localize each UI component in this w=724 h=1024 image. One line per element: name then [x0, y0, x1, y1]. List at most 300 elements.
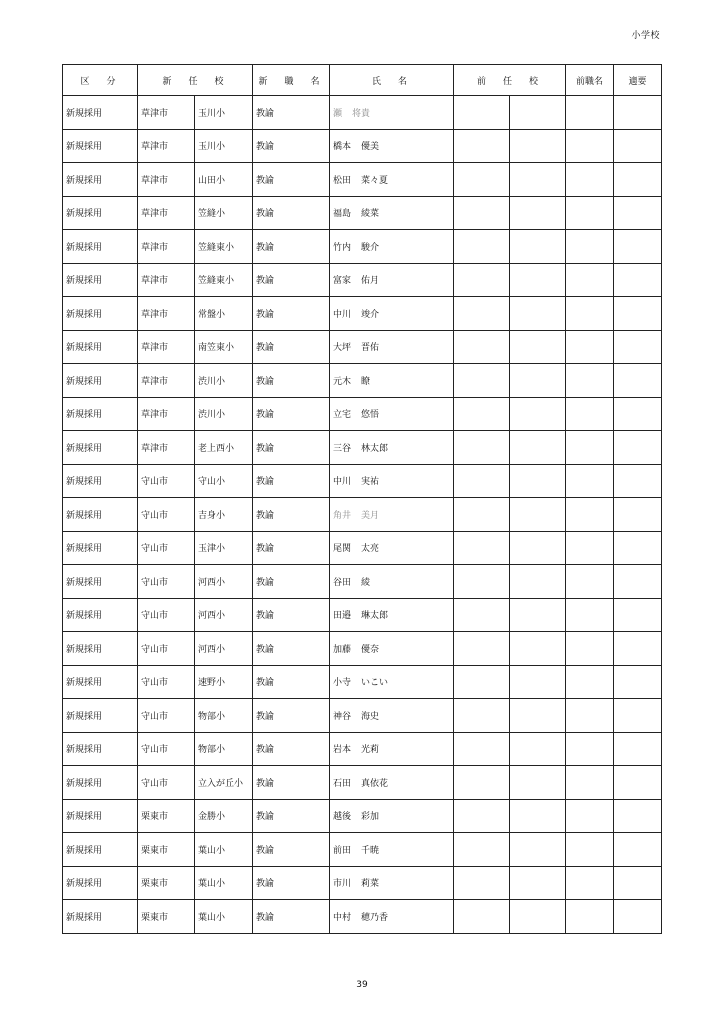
- remarks-cell: [614, 464, 662, 498]
- page-number: 39: [356, 980, 368, 990]
- surname: 中村: [333, 912, 352, 923]
- surname: 富家: [333, 276, 352, 287]
- table-row: [63, 732, 662, 766]
- name-cell: [330, 632, 454, 666]
- new-city-cell: 守山市: [138, 732, 195, 766]
- new-title-cell: 教諭: [253, 129, 330, 163]
- new-title-cell: 教諭: [253, 565, 330, 599]
- new-school-cell: 立入が丘小: [195, 766, 253, 800]
- table-row: [63, 598, 662, 632]
- prev-title-cell: [566, 263, 614, 297]
- category-cell: 新規採用: [63, 364, 138, 398]
- new-school-cell: 物部小: [195, 732, 253, 766]
- prev-city-cell: [454, 163, 510, 197]
- new-title-cell: 教諭: [253, 699, 330, 733]
- new-title-cell: 教諭: [253, 732, 330, 766]
- prev-school-cell: [510, 297, 566, 331]
- new-school-cell: 笠縫小: [195, 196, 253, 230]
- new-city-cell: 守山市: [138, 531, 195, 565]
- new-school-cell: 笠縫東小: [195, 263, 253, 297]
- name-cell: [330, 498, 454, 532]
- new-school-cell: 金勝小: [195, 799, 253, 833]
- category-cell: 新規採用: [63, 397, 138, 431]
- prev-title-cell: [566, 598, 614, 632]
- surname: 加藤: [333, 644, 352, 655]
- prev-city-cell: [454, 364, 510, 398]
- prev-city-cell: [454, 866, 510, 900]
- remarks-cell: [614, 799, 662, 833]
- new-title-cell: 教諭: [253, 598, 330, 632]
- prev-school-cell: [510, 900, 566, 934]
- category-cell: 新規採用: [63, 129, 138, 163]
- remarks-cell: [614, 900, 662, 934]
- remarks-cell: [614, 665, 662, 699]
- new-school-cell: 渋川小: [195, 364, 253, 398]
- prev-city-cell: [454, 732, 510, 766]
- new-city-cell: 草津市: [138, 163, 195, 197]
- remarks-cell: [614, 833, 662, 867]
- new-title-cell: 教諭: [253, 431, 330, 465]
- name-cell: [330, 297, 454, 331]
- prev-school-cell: [510, 665, 566, 699]
- prev-title-cell: [566, 833, 614, 867]
- name-cell: [330, 665, 454, 699]
- name-cell: [330, 699, 454, 733]
- new-title-cell: 教諭: [253, 297, 330, 331]
- prev-city-cell: [454, 431, 510, 465]
- name-cell: [330, 833, 454, 867]
- prev-school-cell: [510, 598, 566, 632]
- new-city-cell: 栗東市: [138, 866, 195, 900]
- remarks-cell: [614, 263, 662, 297]
- new-title-cell: 教諭: [253, 163, 330, 197]
- prev-title-cell: [566, 96, 614, 130]
- header-category: 区 分: [63, 65, 138, 96]
- prev-title-cell: [566, 397, 614, 431]
- given-name: 優奈: [361, 644, 380, 655]
- given-name: 菜々夏: [361, 175, 389, 186]
- remarks-cell: [614, 129, 662, 163]
- given-name: 海史: [361, 711, 380, 722]
- prev-city-cell: [454, 900, 510, 934]
- new-title-cell: 教諭: [253, 330, 330, 364]
- category-cell: 新規採用: [63, 565, 138, 599]
- new-city-cell: 守山市: [138, 766, 195, 800]
- surname: 元木: [333, 376, 352, 387]
- new-title-cell: 教諭: [253, 397, 330, 431]
- category-cell: 新規採用: [63, 799, 138, 833]
- new-title-cell: 教諭: [253, 263, 330, 297]
- prev-city-cell: [454, 397, 510, 431]
- table-row: [63, 464, 662, 498]
- surname: 角井: [333, 510, 352, 521]
- name-cell: [330, 866, 454, 900]
- remarks-cell: [614, 531, 662, 565]
- new-city-cell: 守山市: [138, 598, 195, 632]
- new-title-cell: 教諭: [253, 833, 330, 867]
- table-row: [63, 196, 662, 230]
- table-row: [63, 565, 662, 599]
- new-school-cell: 玉津小: [195, 531, 253, 565]
- prev-school-cell: [510, 163, 566, 197]
- table-row: [63, 498, 662, 532]
- prev-school-cell: [510, 464, 566, 498]
- new-title-cell: 教諭: [253, 364, 330, 398]
- new-city-cell: 草津市: [138, 129, 195, 163]
- name-cell: [330, 766, 454, 800]
- new-title-cell: 教諭: [253, 900, 330, 934]
- given-name: 光莉: [361, 745, 380, 756]
- prev-school-cell: [510, 263, 566, 297]
- surname: 松田: [333, 175, 352, 186]
- new-city-cell: 草津市: [138, 397, 195, 431]
- surname: 三谷: [333, 443, 352, 454]
- name-cell: [330, 565, 454, 599]
- new-title-cell: 教諭: [253, 96, 330, 130]
- prev-city-cell: [454, 766, 510, 800]
- category-cell: 新規採用: [63, 732, 138, 766]
- new-city-cell: 守山市: [138, 464, 195, 498]
- table-row: [63, 799, 662, 833]
- name-cell: [330, 397, 454, 431]
- category-cell: 新規採用: [63, 900, 138, 934]
- given-name: 瞭: [361, 376, 371, 387]
- new-school-cell: 玉川小: [195, 129, 253, 163]
- category-cell: 新規採用: [63, 531, 138, 565]
- prev-city-cell: [454, 230, 510, 264]
- prev-school-cell: [510, 632, 566, 666]
- prev-school-cell: [510, 129, 566, 163]
- remarks-cell: [614, 431, 662, 465]
- table-row: [63, 531, 662, 565]
- new-school-cell: 笠縫東小: [195, 230, 253, 264]
- prev-school-cell: [510, 96, 566, 130]
- remarks-cell: [614, 699, 662, 733]
- name-cell: [330, 464, 454, 498]
- remarks-cell: [614, 498, 662, 532]
- table-row: [63, 431, 662, 465]
- category-cell: 新規採用: [63, 263, 138, 297]
- prev-school-cell: [510, 397, 566, 431]
- remarks-cell: [614, 230, 662, 264]
- given-name: 佑月: [361, 276, 380, 287]
- name-cell: [330, 598, 454, 632]
- remarks-cell: [614, 96, 662, 130]
- prev-city-cell: [454, 96, 510, 130]
- new-school-cell: 常盤小: [195, 297, 253, 331]
- given-name: 琳太郎: [361, 611, 389, 622]
- category-cell: 新規採用: [63, 866, 138, 900]
- new-city-cell: 守山市: [138, 565, 195, 599]
- new-city-cell: 草津市: [138, 364, 195, 398]
- name-cell: [330, 96, 454, 130]
- table-row: [63, 230, 662, 264]
- surname: 竹内: [333, 242, 352, 253]
- category-cell: 新規採用: [63, 196, 138, 230]
- table-row: [63, 330, 662, 364]
- table-row: [63, 900, 662, 934]
- new-city-cell: 栗東市: [138, 799, 195, 833]
- new-city-cell: 守山市: [138, 699, 195, 733]
- prev-title-cell: [566, 498, 614, 532]
- prev-title-cell: [566, 431, 614, 465]
- remarks-cell: [614, 732, 662, 766]
- new-school-cell: 玉川小: [195, 96, 253, 130]
- new-school-cell: 物部小: [195, 699, 253, 733]
- table-row: [63, 632, 662, 666]
- new-title-cell: 教諭: [253, 464, 330, 498]
- prev-title-cell: [566, 900, 614, 934]
- given-name: 千暁: [361, 845, 380, 856]
- prev-city-cell: [454, 565, 510, 599]
- remarks-cell: [614, 565, 662, 599]
- category-cell: 新規採用: [63, 431, 138, 465]
- prev-school-cell: [510, 431, 566, 465]
- surname: 立宅: [333, 410, 352, 421]
- new-city-cell: 草津市: [138, 431, 195, 465]
- new-city-cell: 守山市: [138, 665, 195, 699]
- remarks-cell: [614, 330, 662, 364]
- surname: 谷田: [333, 577, 352, 588]
- table-row: [63, 397, 662, 431]
- category-cell: 新規採用: [63, 330, 138, 364]
- category-cell: 新規採用: [63, 230, 138, 264]
- prev-title-cell: [566, 464, 614, 498]
- category-cell: 新規採用: [63, 163, 138, 197]
- new-title-cell: 教諭: [253, 230, 330, 264]
- remarks-cell: [614, 866, 662, 900]
- new-school-cell: 河西小: [195, 632, 253, 666]
- header-new-title: 新 職 名: [253, 65, 330, 96]
- prev-title-cell: [566, 799, 614, 833]
- new-school-cell: 葉山小: [195, 833, 253, 867]
- prev-title-cell: [566, 297, 614, 331]
- table-row: [63, 96, 662, 130]
- given-name: 駿介: [361, 242, 380, 253]
- given-name: 竣介: [361, 309, 380, 320]
- category-cell: 新規採用: [63, 833, 138, 867]
- new-city-cell: 守山市: [138, 632, 195, 666]
- category-cell: 新規採用: [63, 498, 138, 532]
- new-school-cell: 吉身小: [195, 498, 253, 532]
- new-city-cell: 守山市: [138, 498, 195, 532]
- surname: 石田: [333, 778, 352, 789]
- name-cell: [330, 129, 454, 163]
- given-name: 優美: [361, 142, 380, 153]
- prev-title-cell: [566, 129, 614, 163]
- new-title-cell: 教諭: [253, 665, 330, 699]
- name-cell: [330, 900, 454, 934]
- new-title-cell: 教諭: [253, 866, 330, 900]
- prev-city-cell: [454, 665, 510, 699]
- prev-school-cell: [510, 364, 566, 398]
- prev-title-cell: [566, 531, 614, 565]
- table-row: [63, 297, 662, 331]
- name-cell: [330, 732, 454, 766]
- new-city-cell: 栗東市: [138, 833, 195, 867]
- new-title-cell: 教諭: [253, 799, 330, 833]
- prev-school-cell: [510, 833, 566, 867]
- table-row: [63, 129, 662, 163]
- new-school-cell: 南笠東小: [195, 330, 253, 364]
- surname: 大坪: [333, 343, 352, 354]
- prev-city-cell: [454, 297, 510, 331]
- surname: 神谷: [333, 711, 352, 722]
- new-city-cell: 草津市: [138, 230, 195, 264]
- prev-city-cell: [454, 464, 510, 498]
- category-cell: 新規採用: [63, 665, 138, 699]
- table-row: [63, 699, 662, 733]
- given-name: 莉菜: [361, 879, 380, 890]
- table-row: [63, 866, 662, 900]
- remarks-cell: [614, 632, 662, 666]
- prev-school-cell: [510, 766, 566, 800]
- prev-school-cell: [510, 196, 566, 230]
- header-name: 氏 名: [330, 65, 454, 96]
- name-cell: [330, 364, 454, 398]
- prev-school-cell: [510, 866, 566, 900]
- surname: 小寺: [333, 678, 352, 689]
- given-name: 綾菜: [361, 209, 380, 220]
- new-city-cell: 栗東市: [138, 900, 195, 934]
- prev-city-cell: [454, 498, 510, 532]
- header-new-post: 新 任 校: [138, 65, 253, 96]
- new-title-cell: 教諭: [253, 498, 330, 532]
- new-title-cell: 教諭: [253, 196, 330, 230]
- name-cell: [330, 196, 454, 230]
- new-title-cell: 教諭: [253, 531, 330, 565]
- surname: 中川: [333, 477, 352, 488]
- new-city-cell: 草津市: [138, 263, 195, 297]
- new-school-cell: 河西小: [195, 598, 253, 632]
- category-cell: 新規採用: [63, 598, 138, 632]
- category-cell: 新規採用: [63, 699, 138, 733]
- header-prev-post: 前 任 校: [454, 65, 566, 96]
- personnel-table: [62, 64, 662, 934]
- category-cell: 新規採用: [63, 632, 138, 666]
- new-city-cell: 草津市: [138, 196, 195, 230]
- name-cell: [330, 431, 454, 465]
- prev-title-cell: [566, 565, 614, 599]
- name-cell: [330, 799, 454, 833]
- prev-title-cell: [566, 866, 614, 900]
- given-name: いこい: [361, 678, 389, 689]
- prev-title-cell: [566, 632, 614, 666]
- new-city-cell: 草津市: [138, 330, 195, 364]
- new-city-cell: 草津市: [138, 96, 195, 130]
- surname: 尾関: [333, 544, 352, 555]
- prev-title-cell: [566, 665, 614, 699]
- name-cell: [330, 163, 454, 197]
- remarks-cell: [614, 297, 662, 331]
- new-school-cell: 山田小: [195, 163, 253, 197]
- school-type-label: 小学校: [631, 31, 660, 41]
- new-school-cell: 葉山小: [195, 900, 253, 934]
- given-name: 悠悟: [361, 410, 380, 421]
- given-name: 晋佑: [361, 343, 380, 354]
- prev-title-cell: [566, 766, 614, 800]
- prev-title-cell: [566, 196, 614, 230]
- surname: 橋本: [333, 142, 352, 153]
- table-row: [63, 766, 662, 800]
- remarks-cell: [614, 598, 662, 632]
- new-school-cell: 速野小: [195, 665, 253, 699]
- prev-city-cell: [454, 598, 510, 632]
- table-row: [63, 163, 662, 197]
- remarks-cell: [614, 196, 662, 230]
- new-school-cell: 渋川小: [195, 397, 253, 431]
- prev-school-cell: [510, 732, 566, 766]
- surname: 瀬: [333, 108, 343, 119]
- new-school-cell: 河西小: [195, 565, 253, 599]
- prev-school-cell: [510, 330, 566, 364]
- prev-title-cell: [566, 330, 614, 364]
- prev-city-cell: [454, 129, 510, 163]
- prev-school-cell: [510, 699, 566, 733]
- prev-city-cell: [454, 196, 510, 230]
- prev-title-cell: [566, 230, 614, 264]
- new-city-cell: 草津市: [138, 297, 195, 331]
- table-row: [63, 364, 662, 398]
- surname: 福島: [333, 209, 352, 220]
- header-remarks: 適要: [614, 65, 662, 96]
- prev-city-cell: [454, 632, 510, 666]
- new-school-cell: 老上西小: [195, 431, 253, 465]
- table-row: [63, 263, 662, 297]
- given-name: 美月: [361, 510, 380, 521]
- prev-school-cell: [510, 565, 566, 599]
- prev-school-cell: [510, 498, 566, 532]
- name-cell: [330, 263, 454, 297]
- prev-city-cell: [454, 699, 510, 733]
- new-school-cell: 葉山小: [195, 866, 253, 900]
- prev-title-cell: [566, 364, 614, 398]
- new-title-cell: 教諭: [253, 766, 330, 800]
- table-row: [63, 665, 662, 699]
- prev-title-cell: [566, 732, 614, 766]
- name-cell: [330, 230, 454, 264]
- new-title-cell: 教諭: [253, 632, 330, 666]
- prev-school-cell: [510, 230, 566, 264]
- given-name: 彩加: [361, 812, 380, 823]
- remarks-cell: [614, 397, 662, 431]
- category-cell: 新規採用: [63, 297, 138, 331]
- given-name: 真依花: [361, 778, 389, 789]
- surname: 前田: [333, 845, 352, 856]
- given-name: 穂乃香: [361, 912, 389, 923]
- name-cell: [330, 531, 454, 565]
- remarks-cell: [614, 163, 662, 197]
- remarks-cell: [614, 364, 662, 398]
- given-name: 将貴: [352, 108, 371, 119]
- given-name: 綾: [361, 577, 371, 588]
- surname: 越後: [333, 812, 352, 823]
- name-cell: [330, 330, 454, 364]
- surname: 中川: [333, 309, 352, 320]
- header-prev-title: 前職名: [566, 65, 614, 96]
- prev-school-cell: [510, 531, 566, 565]
- remarks-cell: [614, 766, 662, 800]
- category-cell: 新規採用: [63, 766, 138, 800]
- table-row: [63, 833, 662, 867]
- surname: 田邉: [333, 611, 352, 622]
- header-row: [63, 65, 662, 96]
- given-name: 太亮: [361, 544, 380, 555]
- prev-city-cell: [454, 263, 510, 297]
- prev-title-cell: [566, 163, 614, 197]
- prev-city-cell: [454, 833, 510, 867]
- category-cell: 新規採用: [63, 96, 138, 130]
